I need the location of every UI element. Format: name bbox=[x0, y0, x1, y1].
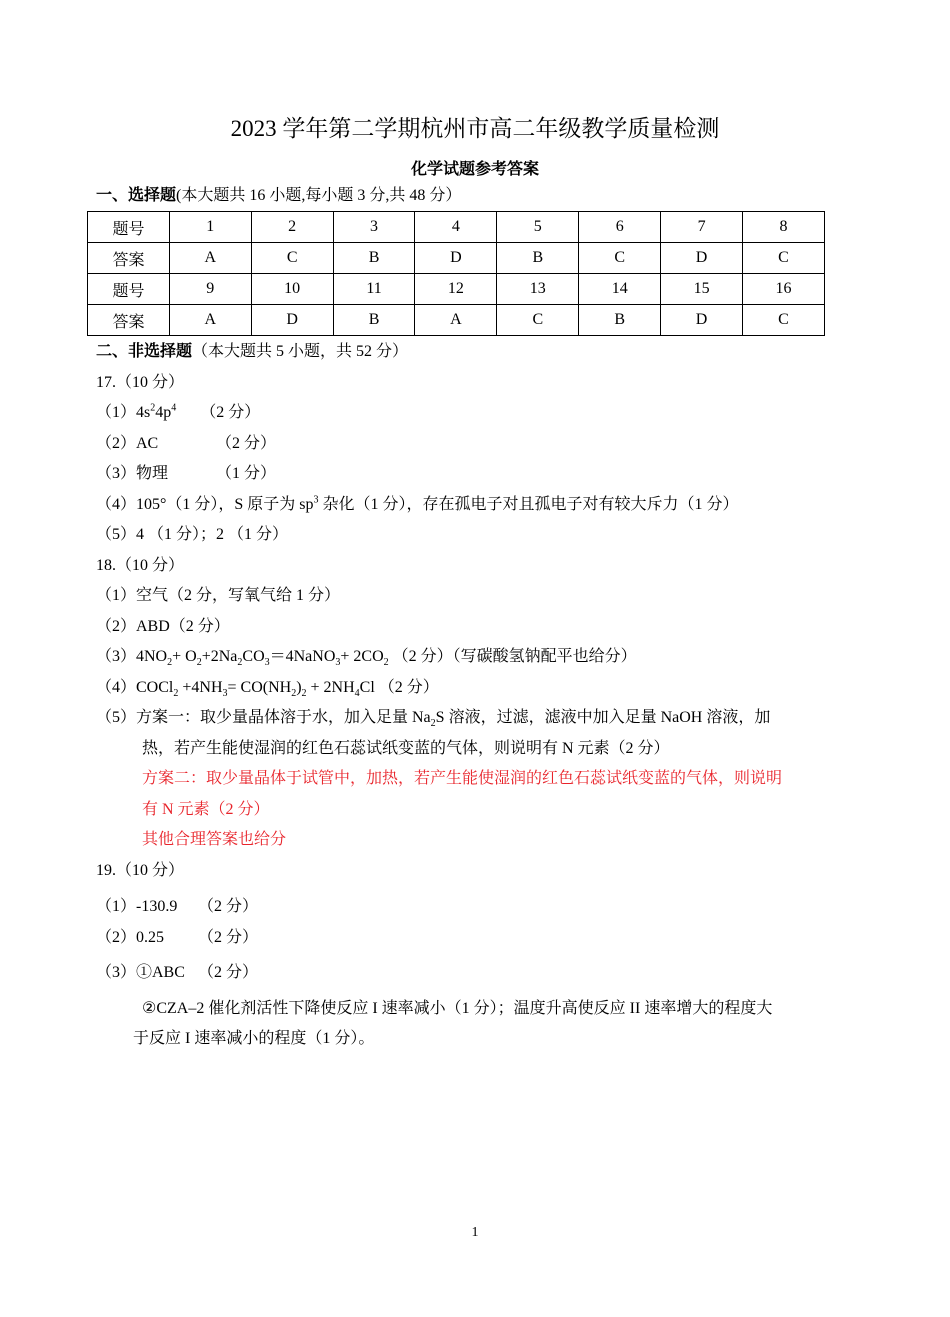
q18-heading: 18.（10 分） bbox=[96, 557, 185, 574]
q18-answer-3: $(3)4NO_2+$ $O_2+2Na_2CO_3=4NaNO_3+ 2CO_2$ （2 分）（写碳酸氢钠配平也给分） bbox=[96, 648, 637, 669]
table-row: 答案 A D B A C B D C bbox=[88, 305, 825, 336]
q17-answer-5: （5）4 （1 分）；2 （1 分） bbox=[96, 526, 289, 543]
q18-answer-1: （1）空气（2 分，写氧气给 1 分） bbox=[96, 587, 341, 604]
section2-heading: 二、非选择题（本大题共 5 小题，共 52 分） bbox=[96, 343, 409, 360]
answer-table bbox=[87, 211, 825, 336]
q18-answer-4: （4）COCl$_2$ $+4NH_3= CO(NH_2)_2 + 2NH_4Cl$ （2 分） bbox=[96, 679, 439, 700]
q18-answer-5-alt-line2: 有 N 元素（2 分） bbox=[142, 801, 270, 818]
q17-answer-3: （3）物理 （1 分） bbox=[96, 465, 277, 482]
table-row: 题号 9 10 11 12 13 14 15 16 bbox=[88, 274, 825, 305]
q18-answer-5-note: 其他合理答案也给分 bbox=[142, 831, 287, 848]
page-subtitle: 化学试题参考答案 bbox=[410, 161, 539, 178]
page-number: 1 bbox=[471, 1225, 479, 1240]
q19-answer-3b-line2: 于反应 I 速率减小的程度（1 分）。 bbox=[133, 1030, 375, 1047]
q18-answer-2: （2）ABD（2 分） bbox=[96, 618, 230, 635]
table-row: 题号 1 2 3 4 5 6 7 8 bbox=[88, 212, 825, 243]
q18-answer-5-alt-line1: 方案二：取少量晶体于试管中，加热，若产生能使湿润的红色石蕊试纸变蓝的气体，则说明 bbox=[142, 770, 783, 787]
q19-answer-3: （3）①ABC （2 分） bbox=[96, 964, 259, 981]
q19-answer-2: （2）0.25 （2 分） bbox=[96, 929, 259, 946]
q17-answer-1: $(1)4s^24p^4$ （2 分） bbox=[96, 402, 261, 421]
q18-answer-5-line2: 热，若产生能使湿润的红色石蕊试纸变蓝的气体，则说明有 N 元素（2 分） bbox=[142, 740, 670, 757]
q19-answer-1: （1）-130.9 （2 分） bbox=[96, 898, 259, 915]
q17-answer-4: （4）105°（1 分），S 原子为 $sp^3$ 杂化（1 分），存在孤电子对且孤电子对有较大斥力（1 分） bbox=[96, 494, 739, 513]
page-title: 2023 学年第二学期杭州市高二年级教学质量检测 bbox=[230, 116, 720, 141]
table-row: 答案 A C B D B C D C bbox=[88, 243, 825, 274]
section1-heading: 一、选择题(本大题共 16 小题,每小题 3 分,共 48 分） bbox=[96, 187, 462, 204]
q17-heading: 17.（10 分） bbox=[96, 374, 185, 391]
q19-heading: 19.（10 分） bbox=[96, 862, 185, 879]
q17-answer-2: （2）AC （2 分） bbox=[96, 435, 277, 452]
q19-answer-3b-line1: ②CZA–2 催化剂活性下降使反应 I 速率减小（1 分）；温度升高使反应 II 速率增大的程度大 bbox=[142, 1000, 773, 1017]
q18-answer-5-line1: （5）方案一：取少量晶体溶于水，加入足量 $Na_2S$ 溶液，过滤，滤液中加入足量 NaOH 溶液，加 bbox=[96, 709, 771, 730]
